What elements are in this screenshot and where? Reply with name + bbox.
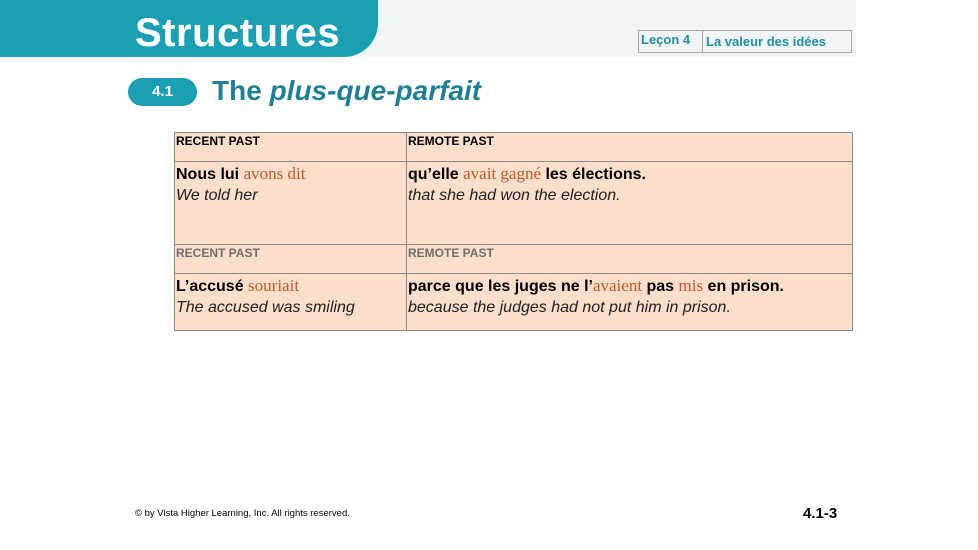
lesson-title: La valeur des idées (706, 34, 826, 49)
header-tab (0, 0, 378, 57)
french-text: L’accusé (176, 278, 249, 295)
section-title-prefix: The (212, 75, 270, 106)
slide-number: 4.1-3 (803, 505, 838, 522)
example-cell-remote (407, 162, 853, 245)
table-header-row (175, 133, 853, 162)
english-translation: that she had won the election. (408, 187, 621, 204)
french-sentence (176, 163, 405, 185)
header-recent-past: RECENT PAST (175, 133, 407, 162)
french-text: en prison. (703, 278, 784, 295)
french-text: parce que les juges ne l’ (408, 278, 593, 295)
table-row (175, 274, 853, 331)
page-title: Structures (135, 11, 341, 55)
french-text: pas (642, 278, 679, 295)
header-recent-past: RECENT PAST (175, 245, 407, 274)
verb-highlight: avaient (592, 276, 643, 295)
english-translation: because the judges had not put him in prison. (408, 299, 731, 316)
verb-highlight: avait gagné (463, 164, 542, 183)
table-row (175, 162, 853, 245)
example-cell-recent (175, 274, 407, 331)
french-text: qu’elle (408, 166, 464, 183)
verb-highlight: mis (678, 276, 704, 295)
section-title (212, 74, 481, 108)
header-remote-past: REMOTE PAST (407, 245, 853, 274)
french-text: Nous lui (176, 166, 244, 183)
verb-highlight: souriait (248, 276, 300, 295)
french-sentence (408, 163, 851, 185)
example-cell-recent (175, 162, 407, 245)
lesson-number: Leçon 4 (639, 31, 703, 52)
grammar-table (174, 132, 853, 331)
french-sentence (408, 275, 851, 297)
english-translation: We told her (176, 187, 258, 204)
section-number-badge: 4.1 (128, 78, 197, 106)
verb-highlight: avons dit (243, 164, 306, 183)
french-sentence (176, 275, 405, 297)
english-translation: The accused was smiling (176, 299, 355, 316)
french-text: les élections. (541, 166, 646, 183)
copyright-notice: © by Vista Higher Learning, Inc. All rights reserved. (135, 508, 350, 519)
header-remote-past: REMOTE PAST (407, 133, 853, 162)
lesson-box (638, 30, 852, 53)
table-header-row (175, 245, 853, 274)
section-title-italic: plus-que-parfait (269, 75, 482, 106)
example-cell-remote (407, 274, 853, 331)
